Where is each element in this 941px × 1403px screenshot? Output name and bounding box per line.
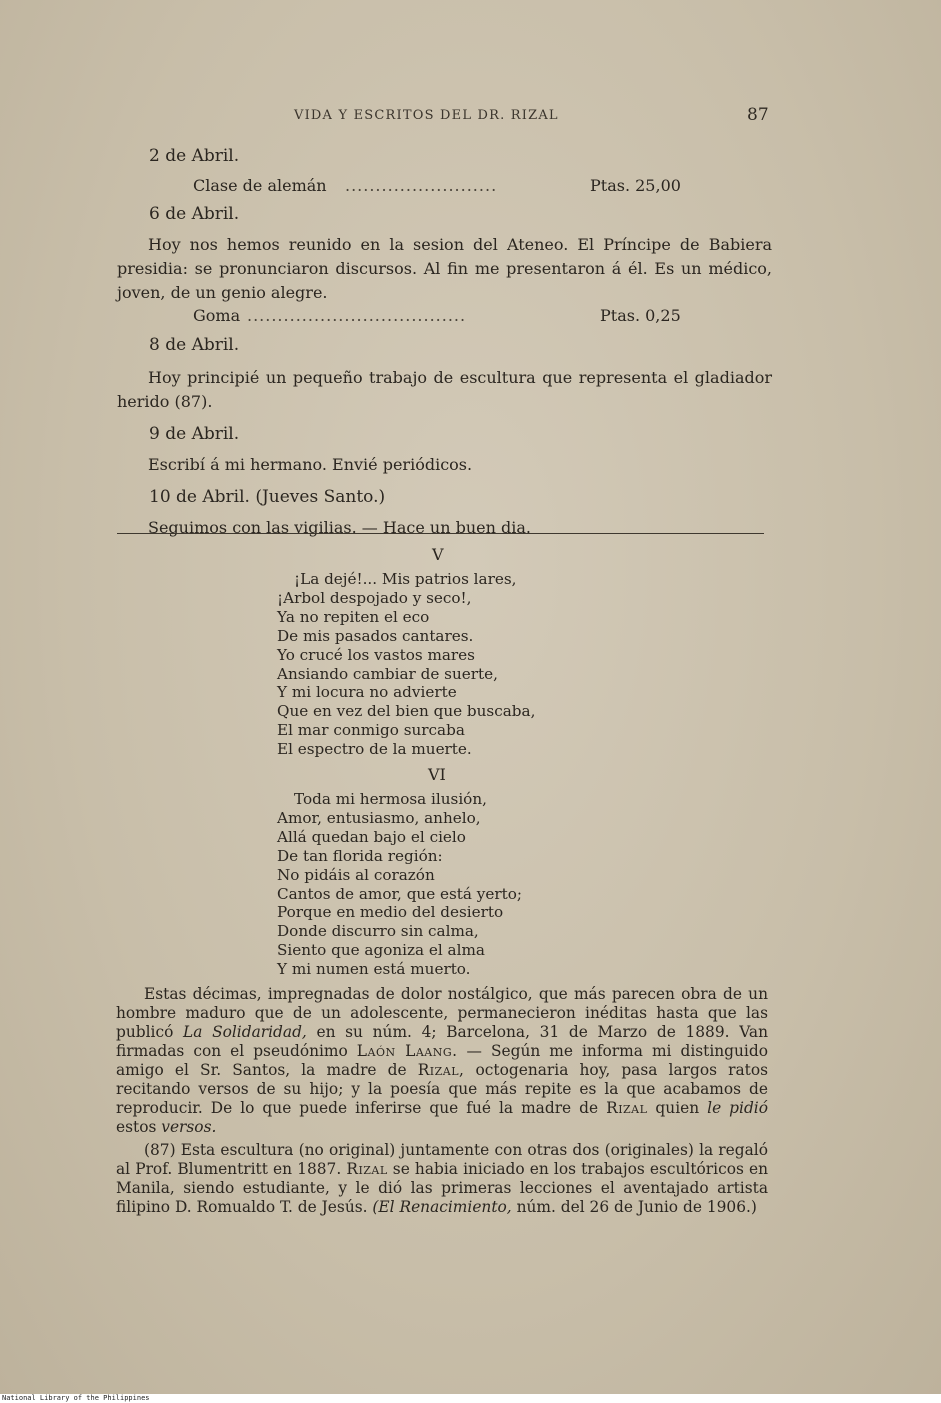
page-header	[0, 105, 941, 128]
running-title: VIDA Y ESCRITOS DEL DR. RIZAL	[294, 108, 559, 123]
verse-line: Toda mi hermosa ilusión,	[294, 790, 487, 808]
verse-line: El espectro de la muerte.	[277, 740, 472, 759]
verse-line: Amor, entusiasmo, anhelo,	[277, 808, 481, 827]
page-number: 87	[747, 105, 769, 125]
expense-amount: Ptas. 0,25	[600, 306, 681, 325]
footnote-87	[116, 1141, 768, 1217]
note-text: quien	[647, 1099, 708, 1117]
note-text: (87) Esta escultura (no original) juntamente con otras dos (originales) la regaló al Prof. Blumentritt en 1887.	[116, 1141, 768, 1178]
verse-line: Ya no repiten el eco	[277, 607, 430, 626]
footnote-poem-commentary	[116, 985, 768, 1137]
diary-date: 9 de Abril.	[149, 424, 240, 444]
verse-line: Siento que agoniza el alma	[277, 941, 485, 960]
diary-date: 8 de Abril.	[149, 335, 240, 355]
note-text: Estas décimas, impregnadas de dolor nostálgico, que más parecen obra de un hombre maduro que de un adolescente, permanecieron inéditas hasta que las publicó	[116, 985, 768, 1041]
expense-line	[117, 305, 772, 331]
diary-text: Escribí á mi hermano. Envié periódicos.	[148, 455, 473, 474]
verse-line: Yo crucé los vastos mares	[277, 645, 475, 664]
section-divider	[117, 533, 764, 534]
note-text: núm. del 26 de Junio de 1906.)	[511, 1198, 757, 1216]
emphasis: versos.	[161, 1118, 217, 1136]
verse-line: ¡Arbol despojado y seco!,	[277, 588, 472, 607]
stanza-number: V	[432, 545, 444, 564]
note-text: octogenaria hoy, pasa largos ratos recitando versos de su hijo; y la poesía que más repite es la que acabamos de reproducir. De lo que puede inferirse que fué la madre de	[116, 1061, 768, 1117]
diary-text: Hoy principié un pequeño trabajo de escultura que representa el gladiador herido (87).	[117, 368, 772, 411]
verse-line: El mar conmigo surcaba	[277, 721, 465, 740]
author-name: Rizal,	[417, 1061, 465, 1079]
stanza-vi	[277, 790, 522, 979]
emphasis: le pidió	[707, 1099, 768, 1117]
diary-section	[117, 142, 772, 546]
note-text: estos	[116, 1118, 162, 1136]
verse-line: Cantos de amor, que está yerto;	[277, 884, 522, 903]
footnotes	[116, 985, 768, 1221]
pseudonym: Laón Laang.	[356, 1042, 458, 1060]
diary-date: 10 de Abril. (Jueves Santo.)	[149, 487, 386, 507]
dot-leader: ....................................	[247, 306, 467, 325]
stanza-v	[277, 570, 535, 759]
stanza-number: VI	[428, 765, 446, 784]
publication-title: La Solidaridad,	[183, 1023, 307, 1041]
verse-line: De tan florida región:	[277, 846, 443, 865]
verse-line: Y mi numen está muerto.	[277, 960, 471, 979]
verse-line: Y mi locura no advierte	[277, 683, 457, 702]
verse-line: Ansiando cambiar de suerte,	[277, 664, 498, 683]
diary-text: Hoy nos hemos reunido en la sesion del Ateneo. El Príncipe de Babiera presidia: se pronunciaron discursos. Al fin me presentaron á él. Es un médico, joven, de un genio alegre.	[117, 235, 772, 302]
expense-line	[117, 171, 772, 200]
dot-leader: .........................	[345, 176, 498, 195]
verse-line: Donde discurro sin calma,	[277, 922, 479, 941]
author-name: Rizal	[606, 1099, 648, 1117]
verse-line: No pidáis al corazón	[277, 865, 435, 884]
library-credit: National Library of the Philippines	[0, 1394, 941, 1403]
publication-title: (El Renacimiento,	[372, 1198, 512, 1216]
diary-text: Seguimos con las vigilias. — Hace un buen dia.	[148, 518, 531, 537]
expense-item: Goma	[193, 306, 241, 325]
note-text: se habia iniciado en los trabajos escultóricos en Manila, siendo estudiante, y le dió las primeras lecciones el aventajado artista filipino D. Romualdo T. de Jesús.	[116, 1160, 768, 1216]
verse-line: Porque en medio del desierto	[277, 903, 504, 922]
verse-line: De mis pasados cantares.	[277, 626, 474, 645]
note-text: en su núm. 4; Barcelona, 31 de Marzo de 1889. Van firmadas con el pseudónimo	[116, 1023, 768, 1060]
verse-line: ¡La dejé!... Mis patrios lares,	[294, 570, 517, 588]
diary-date: 6 de Abril.	[149, 204, 240, 224]
diary-date: 2 de Abril.	[149, 146, 240, 166]
expense-amount: Ptas. 25,00	[590, 176, 681, 195]
verse-line: Que en vez del bien que buscaba,	[277, 702, 536, 721]
author-name: Rizal	[346, 1160, 388, 1178]
expense-item: Clase de alemán	[193, 176, 327, 195]
note-text: — Según me informa mi distinguido amigo el Sr. Santos, la madre de	[116, 1042, 768, 1079]
verse-line: Allá quedan bajo el cielo	[277, 827, 466, 846]
